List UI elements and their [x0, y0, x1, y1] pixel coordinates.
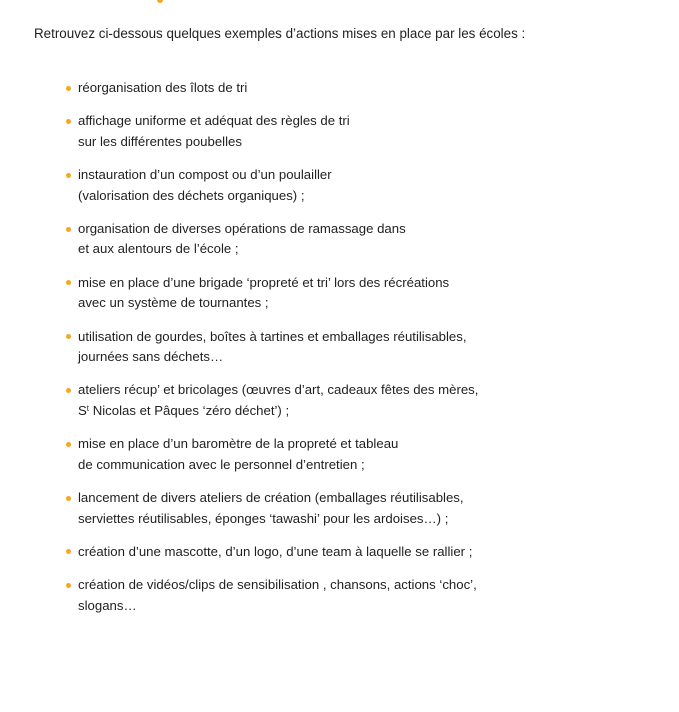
accent-fragment: [157, 0, 163, 3]
bullet-icon: [66, 334, 71, 339]
bullet-icon: [66, 227, 71, 232]
list-item-line: avec un système de tournantes ;: [78, 295, 269, 311]
list-item-line: création d’une mascotte, d’un logo, d’une team à laquelle se rallier ;: [78, 543, 473, 559]
list-item-line: instauration d’un compost ou d’un poulailler: [78, 167, 332, 183]
bullet-icon: [66, 549, 71, 554]
list-item: [66, 219, 666, 260]
list-item-line: ateliers récup’ et bricolages (œuvres d’art, cadeaux fêtes des mères,: [78, 382, 479, 398]
list-item-line: création de vidéos/clips de sensibilisation , chansons, actions ‘choc’,: [78, 577, 477, 593]
list-item: [66, 434, 666, 475]
actions-list: [66, 78, 666, 629]
list-item-line: journées sans déchets…: [78, 349, 224, 365]
list-item: [66, 78, 666, 98]
superscript-t: t: [86, 403, 90, 413]
bullet-icon: [66, 86, 71, 91]
list-item-line: sur les différentes poubelles: [78, 133, 242, 149]
list-item-line: mise en place d’un baromètre de la propreté et tableau: [78, 436, 399, 452]
list-item: [66, 380, 666, 421]
list-item: [66, 111, 666, 152]
list-item-line: réorganisation des îlots de tri: [78, 80, 248, 95]
list-item-line: [78, 401, 666, 421]
bullet-icon: [66, 442, 71, 447]
list-item-line: et aux alentours de l’école ;: [78, 241, 239, 257]
bullet-icon: [66, 388, 71, 393]
list-item-line: mise en place d’une brigade ‘propreté et tri’ lors des récréations: [78, 274, 450, 290]
list-item-line-rest: Nicolas et Pâques ‘zéro déchet’) ;: [89, 402, 290, 418]
list-item: [66, 575, 666, 616]
list-item-line: (valorisation des déchets organiques) ;: [78, 187, 305, 203]
list-item-line: utilisation de gourdes, boîtes à tartines et emballages réutilisables,: [78, 328, 467, 344]
bullet-icon: [66, 173, 71, 178]
list-item-line: lancement de divers ateliers de création (emballages réutilisables,: [78, 490, 464, 506]
intro-text: Retrouvez ci-dessous quelques exemples d’actions mises en place par les écoles :: [34, 26, 526, 41]
bullet-icon: [66, 119, 71, 124]
list-item-line: serviettes réutilisables, éponges ‘tawashi’ pour les ardoises…) ;: [78, 510, 449, 526]
list-item: [66, 273, 666, 314]
list-item: [66, 327, 666, 368]
saint-abbrev: S: [78, 402, 87, 418]
bullet-icon: [66, 280, 71, 285]
bullet-icon: [66, 496, 71, 501]
list-item-line: organisation de diverses opérations de ramassage dans: [78, 221, 406, 237]
bullet-icon: [66, 583, 71, 588]
list-item: [66, 542, 666, 562]
list-item: [66, 488, 666, 529]
list-item: [66, 165, 666, 206]
list-item-line: affichage uniforme et adéquat des règles de tri: [78, 113, 350, 129]
list-item-line: slogans…: [78, 597, 137, 613]
list-item-line: de communication avec le personnel d’entretien ;: [78, 456, 365, 472]
